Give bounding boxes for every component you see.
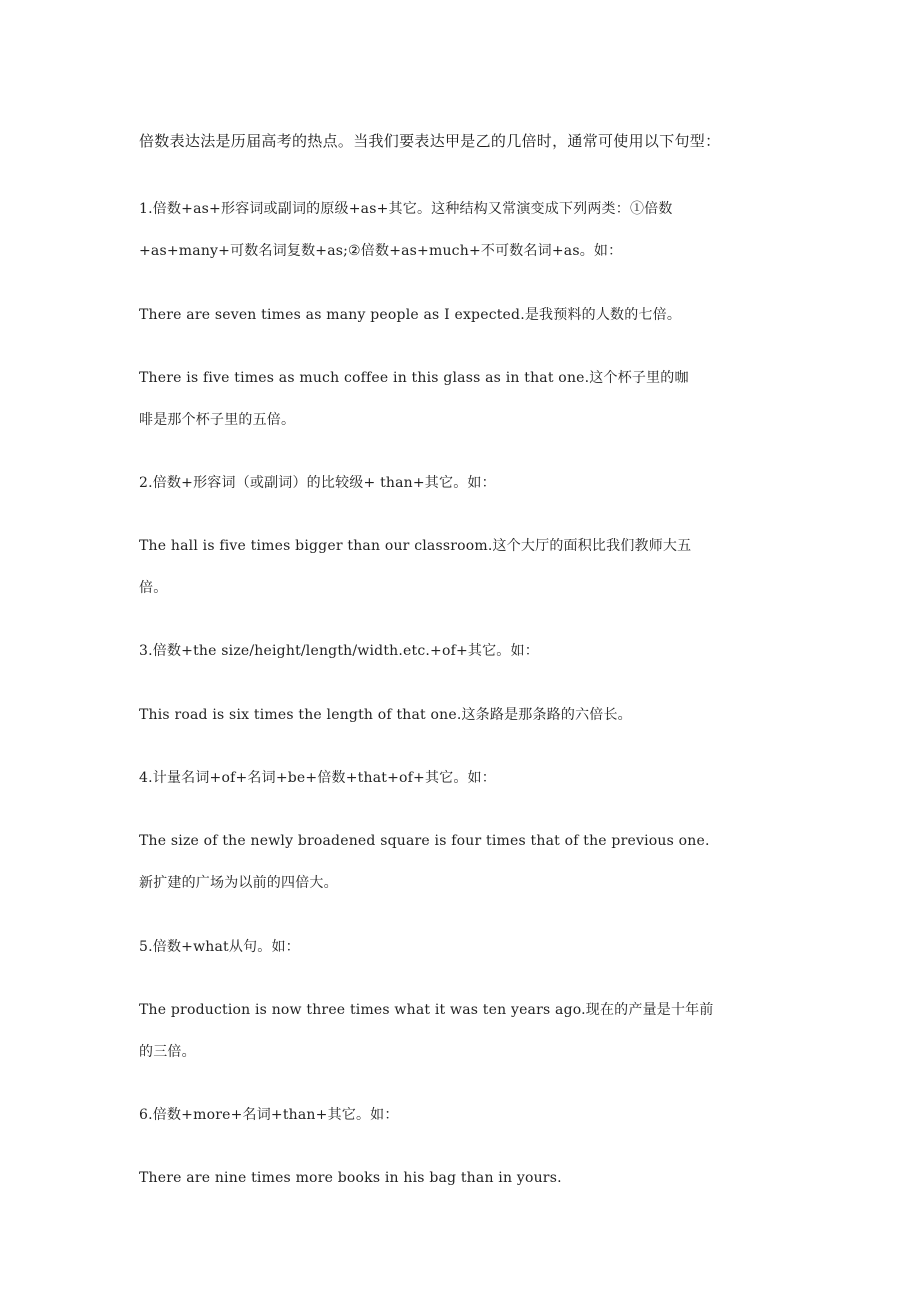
pattern-6-heading: 6.倍数+more+名词+than+其它。如： <box>139 1107 399 1123</box>
pattern-1-example-2-line-2: 啡是那个杯子里的五倍。 <box>139 412 296 428</box>
pattern-3-heading: 3.倍数+the size/height/length/width.etc.+of+其它。如： <box>139 643 539 659</box>
pattern-4-example-line-2: 新扩建的广场为以前的四倍大。 <box>139 875 338 891</box>
pattern-4-heading: 4.计量名词+of+名词+be+倍数+that+of+其它。如： <box>139 770 496 786</box>
pattern-6-example: There are nine times more books in his bag than in yours. <box>139 1170 562 1186</box>
pattern-2-heading: 2.倍数+形容词（或副词）的比较级+ than+其它。如： <box>139 475 496 491</box>
pattern-1-heading-line-1: 1.倍数+as+形容词或副词的原级+as+其它。这种结构又常演变成下列两类：①倍数 <box>139 201 673 217</box>
pattern-3-example: This road is six times the length of that one.这条路是那条路的六倍长。 <box>139 707 632 723</box>
pattern-2-example-line-1: The hall is five times bigger than our classroom.这个大厅的面积比我们教师大五 <box>139 538 692 554</box>
pattern-4-example-line-1: The size of the newly broadened square is four times that of the previous one. <box>139 833 710 849</box>
pattern-5-example-line-1: The production is now three times what it was ten years ago.现在的产量是十年前 <box>139 1002 714 1018</box>
pattern-1-heading-line-2: +as+many+可数名词复数+as;②倍数+as+much+不可数名词+as。如： <box>139 243 623 259</box>
pattern-1-example-1: There are seven times as many people as I expected.是我预料的人数的七倍。 <box>139 307 682 323</box>
pattern-1-example-2-line-1: There is five times as much coffee in this glass as in that one.这个杯子里的咖 <box>139 370 689 386</box>
pattern-5-example-line-2: 的三倍。 <box>139 1044 196 1060</box>
pattern-2-example-line-2: 倍。 <box>139 580 168 596</box>
intro-paragraph: 倍数表达法是历届高考的热点。当我们要表达甲是乙的几倍时，通常可使用以下句型： <box>139 132 721 150</box>
pattern-5-heading: 5.倍数+what从句。如： <box>139 939 300 955</box>
